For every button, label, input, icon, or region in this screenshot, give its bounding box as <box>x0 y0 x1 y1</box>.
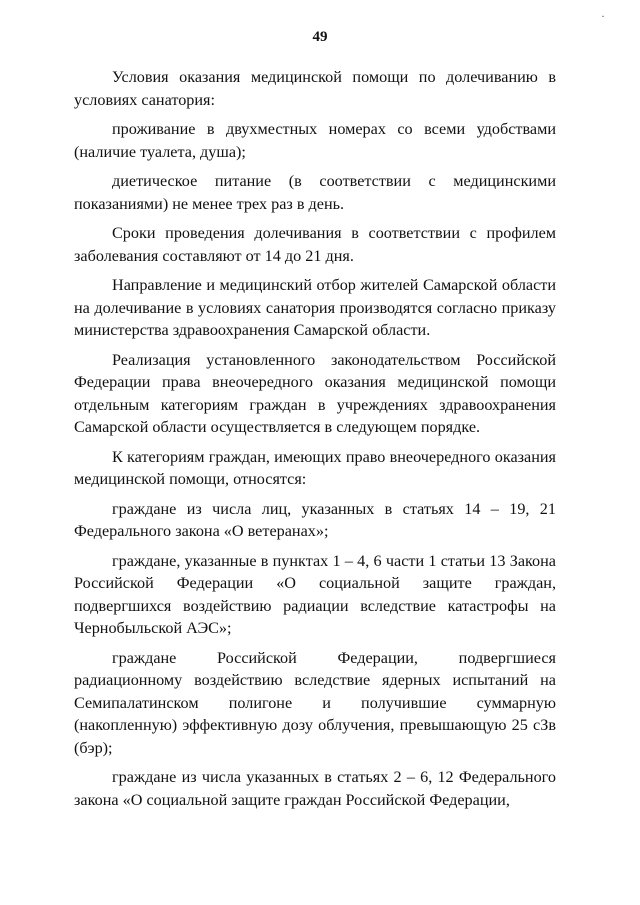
paragraph: граждане, указанные в пунктах 1 – 4, 6 части 1 статьи 13 Закона Российской Федерации «О социальной защите граждан, подвергшихся воздействию радиации вследствие катастрофы на Чернобыльской АЭС»; <box>74 551 556 637</box>
paragraph: Условия оказания медицинской помощи по долечиванию в условиях санатория: <box>74 68 556 109</box>
paragraph: граждане из числа указанных в статьях 2 – 6, 12 Федерального закона «О социальной защите граждан Российской Федерации, <box>74 768 556 809</box>
paragraph: диетическое питание (в соответствии с медицинскими показаниями) не менее трех раз в день. <box>74 172 556 213</box>
body-text <box>74 66 556 811</box>
page-number: 49 <box>312 29 328 45</box>
paragraph: К категориям граждан, имеющих право внеочередного оказания медицинской помощи, относятся: <box>74 447 556 488</box>
paragraph: граждане из числа лиц, указанных в статьях 14 – 19, 21 Федерального закона «О ветеранах»; <box>74 499 556 540</box>
paragraph: Реализация установленного законодательством Российской Федерации права внеочередного оказания медицинской помощи отдельным категориям граждан в учреждениях здравоохранения Самарской области осуществляется в следующем порядке. <box>74 350 556 436</box>
paragraph: проживание в двухместных номерах со всеми удобствами (наличие туалета, душа); <box>74 120 556 161</box>
paragraph: граждане Российской Федерации, подвергшиеся радиационному воздействию вследствие ядерных испытаний на Семипалатинском полигоне и получившие суммарную (накопленную) эффективную дозу облучения, превышающую 25 сЗв (бэр); <box>74 648 556 757</box>
scan-mark: · <box>601 9 605 23</box>
paragraph: Сроки проведения долечивания в соответствии с профилем заболевания составляют от 14 до 21 дня. <box>74 224 556 265</box>
paragraph: Направление и медицинский отбор жителей Самарской области на долечивание в условиях санатория производятся согласно приказу министерства здравоохранения Самарской области. <box>74 276 556 339</box>
